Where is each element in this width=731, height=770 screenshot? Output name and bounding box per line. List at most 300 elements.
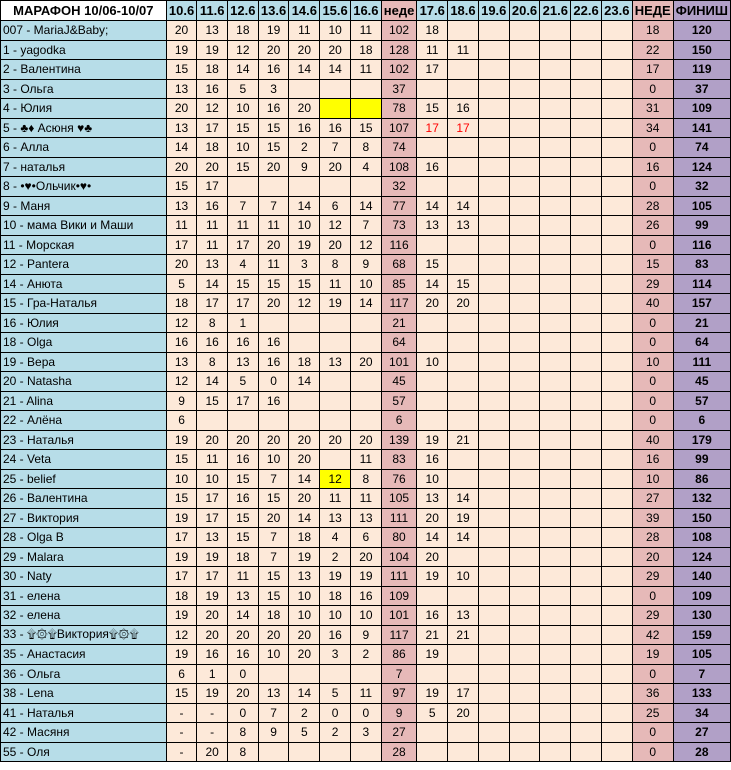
day-score [478, 313, 509, 333]
day-score [417, 586, 448, 606]
day-score [601, 79, 632, 99]
day-score [478, 547, 509, 567]
table-row [1, 606, 731, 626]
day-score [571, 274, 602, 294]
day-score [540, 255, 571, 275]
day-score: 14 [166, 138, 197, 158]
participant-name: 32 - елена [1, 606, 167, 626]
day-score: 11 [351, 450, 382, 470]
day-score [478, 274, 509, 294]
day-score [509, 372, 540, 392]
day-score [601, 255, 632, 275]
table-row [1, 625, 731, 645]
day-score [509, 391, 540, 411]
day-score [478, 235, 509, 255]
week-total: 111 [381, 567, 417, 587]
day-score: 11 [351, 21, 382, 41]
day-score [478, 606, 509, 626]
day-score: 20 [289, 40, 320, 60]
day-score: 19 [320, 294, 351, 314]
participant-name: 21 - Alina [1, 391, 167, 411]
day-score: 14 [417, 274, 448, 294]
day-score [540, 138, 571, 158]
participant-name: 12 - Pantera [1, 255, 167, 275]
day-score [571, 333, 602, 353]
day-score [540, 645, 571, 665]
day-score [571, 196, 602, 216]
day-score [417, 742, 448, 762]
day-score [509, 196, 540, 216]
day-score: 16 [258, 99, 289, 119]
week-total: 0 [632, 313, 673, 333]
day-score: 20 [166, 99, 197, 119]
day-score: 5 [417, 703, 448, 723]
day-score: 9 [166, 391, 197, 411]
week-total: 17 [632, 60, 673, 80]
finish-total: 37 [673, 79, 730, 99]
day-score [448, 586, 479, 606]
column-header: 23.6 [601, 1, 632, 21]
day-score: 11 [351, 60, 382, 80]
day-score: 7 [258, 469, 289, 489]
day-score [509, 450, 540, 470]
column-header: 11.6 [197, 1, 228, 21]
table-row [1, 21, 731, 41]
finish-total: 27 [673, 723, 730, 743]
day-score: 16 [197, 79, 228, 99]
day-score [571, 606, 602, 626]
week-total: 6 [381, 411, 417, 431]
day-score: 18 [351, 40, 382, 60]
week-total: 117 [381, 625, 417, 645]
day-score [509, 567, 540, 587]
day-score [540, 157, 571, 177]
column-header: 17.6 [417, 1, 448, 21]
week-total: 0 [632, 742, 673, 762]
week-total: 36 [632, 684, 673, 704]
day-score [601, 469, 632, 489]
day-score [320, 372, 351, 392]
day-score [601, 372, 632, 392]
day-score [601, 567, 632, 587]
day-score: 18 [320, 586, 351, 606]
day-score [509, 118, 540, 138]
day-score: 16 [258, 391, 289, 411]
day-score: 8 [320, 255, 351, 275]
week-total: 76 [381, 469, 417, 489]
day-score: 13 [227, 352, 258, 372]
column-header: 19.6 [478, 1, 509, 21]
day-score: 11 [448, 40, 479, 60]
day-score: 20 [197, 430, 228, 450]
day-score: 11 [320, 489, 351, 509]
column-header: 21.6 [540, 1, 571, 21]
day-score: 17 [166, 235, 197, 255]
day-score: 17 [166, 567, 197, 587]
day-score: 9 [289, 157, 320, 177]
day-score [478, 40, 509, 60]
day-score [289, 391, 320, 411]
day-score: 4 [351, 157, 382, 177]
day-score: 3 [289, 255, 320, 275]
day-score: 17 [227, 391, 258, 411]
finish-total: 108 [673, 528, 730, 548]
day-score: 20 [417, 508, 448, 528]
day-score: 10 [289, 606, 320, 626]
column-header: 20.6 [509, 1, 540, 21]
week-total: 105 [381, 489, 417, 509]
day-score [540, 60, 571, 80]
table-row [1, 216, 731, 236]
finish-total: 119 [673, 60, 730, 80]
participant-name: 19 - Вера [1, 352, 167, 372]
day-score: 20 [351, 547, 382, 567]
table-row [1, 469, 731, 489]
finish-total: 64 [673, 333, 730, 353]
day-score: 14 [289, 469, 320, 489]
column-header: 22.6 [571, 1, 602, 21]
day-score: 6 [351, 528, 382, 548]
week-total: 80 [381, 528, 417, 548]
day-score: 10 [351, 606, 382, 626]
day-score: 17 [448, 684, 479, 704]
column-header: 10.6 [166, 1, 197, 21]
finish-total: 45 [673, 372, 730, 392]
day-score [478, 742, 509, 762]
day-score [351, 391, 382, 411]
day-score [571, 645, 602, 665]
day-score: 11 [417, 40, 448, 60]
day-score: 17 [417, 60, 448, 80]
day-score [601, 703, 632, 723]
day-score: 14 [320, 60, 351, 80]
table-row [1, 313, 731, 333]
participant-name: 11 - Морская [1, 235, 167, 255]
day-score: 20 [197, 625, 228, 645]
day-score [289, 333, 320, 353]
day-score: 18 [289, 528, 320, 548]
day-score [417, 664, 448, 684]
day-score [448, 372, 479, 392]
day-score [571, 528, 602, 548]
day-score [540, 684, 571, 704]
day-score: 14 [197, 274, 228, 294]
day-score: 14 [289, 684, 320, 704]
day-score [478, 177, 509, 197]
day-score: 16 [227, 489, 258, 509]
column-header: ФИНИШ [673, 1, 730, 21]
day-score [478, 333, 509, 353]
day-score [601, 118, 632, 138]
participant-name: 9 - Маня [1, 196, 167, 216]
day-score [478, 469, 509, 489]
table-row [1, 703, 731, 723]
day-score: 14 [197, 372, 228, 392]
day-score [601, 274, 632, 294]
day-score: 20 [320, 40, 351, 60]
table-row [1, 196, 731, 216]
week-total: 77 [381, 196, 417, 216]
day-score: 13 [289, 567, 320, 587]
day-score [509, 723, 540, 743]
day-score: 20 [258, 40, 289, 60]
day-score [601, 684, 632, 704]
day-score [509, 469, 540, 489]
day-score: - [197, 703, 228, 723]
day-score: 20 [227, 684, 258, 704]
day-score: 20 [320, 157, 351, 177]
day-score: 13 [351, 508, 382, 528]
day-score [351, 742, 382, 762]
table-row [1, 138, 731, 158]
day-score: 14 [289, 60, 320, 80]
table-row [1, 684, 731, 704]
day-score: 10 [289, 586, 320, 606]
finish-total: 120 [673, 21, 730, 41]
day-score [509, 294, 540, 314]
day-score: 12 [197, 99, 228, 119]
day-score [540, 274, 571, 294]
day-score [478, 664, 509, 684]
column-header: неде [381, 1, 417, 21]
day-score: 2 [289, 703, 320, 723]
day-score: 5 [320, 684, 351, 704]
day-score [320, 79, 351, 99]
table-row [1, 294, 731, 314]
day-score: 13 [417, 216, 448, 236]
day-score: 20 [320, 430, 351, 450]
finish-total: 159 [673, 625, 730, 645]
day-score [540, 21, 571, 41]
day-score: 15 [351, 118, 382, 138]
week-total: 9 [381, 703, 417, 723]
day-score: 3 [258, 79, 289, 99]
participant-name: 28 - Olga B [1, 528, 167, 548]
day-score [540, 177, 571, 197]
day-score [509, 352, 540, 372]
day-score [320, 742, 351, 762]
day-score: 14 [289, 508, 320, 528]
day-score: 20 [197, 157, 228, 177]
participant-name: 8 - •♥•Ольчик•♥• [1, 177, 167, 197]
day-score: 2 [320, 547, 351, 567]
week-total: 37 [381, 79, 417, 99]
participant-name: 38 - Lena [1, 684, 167, 704]
day-score: 21 [417, 625, 448, 645]
day-score: 14 [448, 528, 479, 548]
day-score [289, 411, 320, 431]
day-score: 12 [166, 625, 197, 645]
participant-name: 6 - Алла [1, 138, 167, 158]
day-score [601, 625, 632, 645]
week-total: 25 [632, 703, 673, 723]
day-score [478, 157, 509, 177]
day-score [571, 703, 602, 723]
day-score: 12 [166, 372, 197, 392]
day-score [478, 391, 509, 411]
day-score [478, 352, 509, 372]
column-header: НЕДЕ [632, 1, 673, 21]
day-score [571, 684, 602, 704]
day-score [540, 79, 571, 99]
week-total: 16 [632, 450, 673, 470]
week-total: 27 [381, 723, 417, 743]
day-score [540, 118, 571, 138]
day-score: 12 [227, 40, 258, 60]
day-score [571, 391, 602, 411]
day-score [448, 138, 479, 158]
table-row [1, 99, 731, 119]
table-row [1, 547, 731, 567]
day-score [289, 664, 320, 684]
day-score: 20 [289, 99, 320, 119]
day-score: 16 [258, 60, 289, 80]
finish-total: 7 [673, 664, 730, 684]
day-score [571, 157, 602, 177]
finish-total: 130 [673, 606, 730, 626]
day-score [571, 177, 602, 197]
day-score: 5 [227, 372, 258, 392]
day-score: 13 [197, 528, 228, 548]
day-score [540, 742, 571, 762]
week-total: 26 [632, 216, 673, 236]
day-score [448, 313, 479, 333]
day-score [417, 372, 448, 392]
week-total: 29 [632, 567, 673, 587]
day-score [571, 742, 602, 762]
day-score: 18 [166, 294, 197, 314]
finish-total: 141 [673, 118, 730, 138]
day-score [417, 723, 448, 743]
day-score [601, 21, 632, 41]
day-score: 10 [417, 469, 448, 489]
day-score [509, 138, 540, 158]
week-total: 7 [381, 664, 417, 684]
day-score: 9 [258, 723, 289, 743]
day-score: 16 [417, 450, 448, 470]
week-total: 0 [632, 79, 673, 99]
finish-total: 150 [673, 508, 730, 528]
day-score: 11 [351, 684, 382, 704]
day-score: 16 [197, 333, 228, 353]
day-score [540, 469, 571, 489]
day-score [258, 664, 289, 684]
day-score: 14 [351, 196, 382, 216]
day-score: - [197, 723, 228, 743]
week-total: 0 [632, 372, 673, 392]
week-total: 15 [632, 255, 673, 275]
day-score: 18 [417, 21, 448, 41]
day-score: 19 [197, 547, 228, 567]
day-score: - [166, 723, 197, 743]
participant-name: 3 - Ольга [1, 79, 167, 99]
day-score [509, 586, 540, 606]
participant-name: 29 - Malara [1, 547, 167, 567]
participant-name: 7 - наталья [1, 157, 167, 177]
day-score [478, 216, 509, 236]
table-row [1, 411, 731, 431]
day-score: 8 [351, 469, 382, 489]
day-score [478, 723, 509, 743]
day-score: 19 [197, 684, 228, 704]
day-score: 16 [289, 118, 320, 138]
day-score [540, 391, 571, 411]
week-total: 74 [381, 138, 417, 158]
day-score [540, 372, 571, 392]
day-score [227, 411, 258, 431]
participant-name: 25 - belief [1, 469, 167, 489]
day-score: 12 [166, 313, 197, 333]
week-total: 109 [381, 586, 417, 606]
day-score [320, 450, 351, 470]
day-score: 18 [197, 60, 228, 80]
day-score [540, 723, 571, 743]
week-total: 0 [632, 391, 673, 411]
day-score [601, 40, 632, 60]
column-header: 15.6 [320, 1, 351, 21]
day-score [509, 430, 540, 450]
day-score [540, 216, 571, 236]
day-score [540, 703, 571, 723]
week-total: 32 [381, 177, 417, 197]
day-score: 3 [320, 645, 351, 665]
day-score: 16 [258, 333, 289, 353]
day-score: 10 [258, 450, 289, 470]
day-score: 14 [289, 372, 320, 392]
week-total: 139 [381, 430, 417, 450]
day-score: 15 [258, 586, 289, 606]
header-row [1, 1, 731, 21]
day-score [509, 60, 540, 80]
day-score: 20 [289, 430, 320, 450]
day-score: 19 [166, 547, 197, 567]
day-score: 19 [166, 508, 197, 528]
day-score [509, 742, 540, 762]
day-score [320, 333, 351, 353]
day-score [540, 625, 571, 645]
finish-total: 179 [673, 430, 730, 450]
day-score: 20 [166, 157, 197, 177]
week-total: 0 [632, 586, 673, 606]
day-score [448, 177, 479, 197]
day-score: 4 [227, 255, 258, 275]
day-score [601, 664, 632, 684]
day-score: 7 [320, 138, 351, 158]
day-score: 18 [227, 547, 258, 567]
day-score [478, 489, 509, 509]
day-score [289, 313, 320, 333]
day-score: 10 [448, 567, 479, 587]
day-score [540, 40, 571, 60]
day-score [509, 664, 540, 684]
day-score: 17 [227, 294, 258, 314]
day-score [601, 411, 632, 431]
week-total: 116 [381, 235, 417, 255]
finish-total: 74 [673, 138, 730, 158]
day-score [540, 528, 571, 548]
day-score: 13 [197, 21, 228, 41]
day-score [571, 79, 602, 99]
day-score [509, 625, 540, 645]
day-score: 13 [417, 489, 448, 509]
day-score [448, 352, 479, 372]
day-score: 16 [227, 645, 258, 665]
finish-total: 28 [673, 742, 730, 762]
day-score: 15 [258, 118, 289, 138]
day-score: 15 [227, 274, 258, 294]
week-total: 128 [381, 40, 417, 60]
day-score [601, 430, 632, 450]
